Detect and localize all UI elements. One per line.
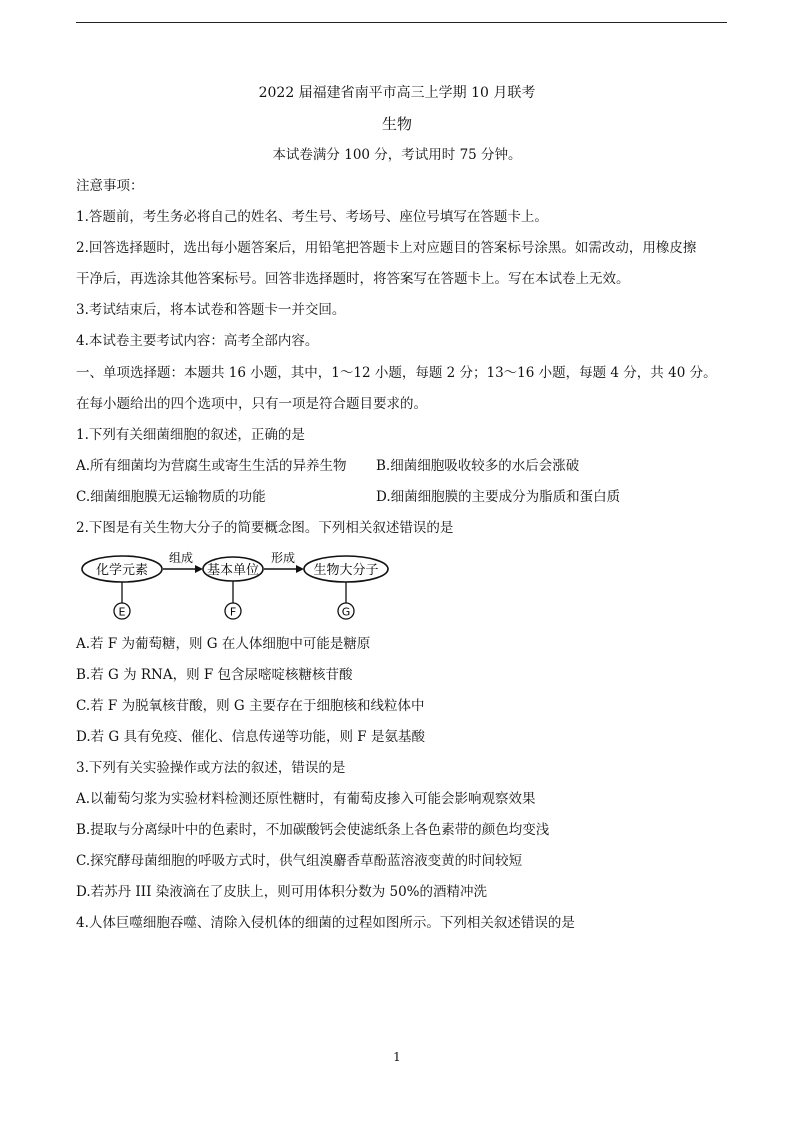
node-macromolecule-label: 生物大分子 [313,563,379,578]
sub-node-f-label: F [229,605,237,619]
q4-stem: 4.人体巨噬细胞吞噬、清除入侵机体的细菌的过程如图所示。下列相关叙述错误的是 [76,915,575,931]
subject-title: 生物 [381,115,412,133]
arrow-compose [163,550,203,573]
notice-item-4: 4.本试卷主要考试内容：高考全部内容。 [76,333,319,349]
q2-option-a: A.若 F 为葡萄糖，则 G 在人体细胞中可能是糖原 [76,636,371,652]
exam-info: 本试卷满分 100 分，考试用时 75 分钟。 [272,147,522,163]
node-unit-label: 基本单位 [206,563,260,578]
page-number: 1 [393,1050,401,1064]
q1-option-b: B.细菌细胞吸收较多的水后会涨破 [376,458,580,474]
q1-option-a: A.所有细菌均为营腐生或寄生生活的异养生物 [76,458,347,474]
q2-option-c: C.若 F 为脱氧核苷酸，则 G 主要存在于细胞核和线粒体中 [76,698,425,714]
node-macromolecule [304,556,388,582]
q3-option-d: D.若苏丹 III 染液滴在了皮肤上，则可用体积分数为 50%的酒精冲洗 [76,884,488,900]
notice-item-1: 1.答题前，考生务必将自己的姓名、考生号、考场号、座位号填写在答题卡上。 [76,209,548,225]
arrow-form [264,550,304,573]
q3-option-a: A.以葡萄匀浆为实验材料检测还原性糖时，有葡萄皮掺入可能会影响观察效果 [76,791,536,807]
exam-title: 2022 届福建省南平市高三上学期 10 月联考 [258,85,536,101]
q3-option-b: B.提取与分离绿叶中的色素时，不加碳酸钙会使滤纸条上各色素带的颜色均变浅 [76,822,550,838]
q2-option-b: B.若 G 为 RNA，则 F 包含尿嘧啶核糖核苷酸 [76,667,353,683]
q1-option-d: D.细菌细胞膜的主要成分为脂质和蛋白质 [376,489,621,505]
concept-diagram [76,546,406,626]
notice-item-2: 2.回答选择题时，选出每小题答案后，用铅笔把答题卡上对应题目的答案标号涂黑。如需改动，用橡皮擦 [76,240,697,256]
notice-item-3: 3.考试结束后，将本试卷和答题卡一并交回。 [76,302,346,318]
sub-node-g [338,582,354,619]
arrow-compose-label: 组成 [168,551,194,565]
notice-item-2-cont: 干净后，再选涂其他答案标号。回答非选择题时，将答案写在答题卡上。写在本试卷上无效。 [76,271,630,287]
q1-stem: 1.下列有关细菌细胞的叙述，正确的是 [76,427,305,443]
node-elements [82,556,162,582]
q2-stem: 2.下图是有关生物大分子的简要概念图。下列相关叙述错误的是 [76,520,454,536]
q3-option-c: C.探究酵母菌细胞的呼吸方式时，供气组溴麝香草酚蓝溶液变黄的时间较短 [76,853,523,869]
arrow-form-label: 形成 [270,551,296,565]
q2-option-d: D.若 G 具有免疫、催化、信息传递等功能，则 F 是氨基酸 [76,729,425,745]
q1-option-c: C.细菌细胞膜无运输物质的功能 [76,489,266,505]
notices-heading: 注意事项： [76,178,144,194]
node-elements-label: 化学元素 [95,563,149,578]
q3-stem: 3.下列有关实验操作或方法的叙述，错误的是 [76,760,346,776]
sub-node-e-label: E [118,605,126,619]
sub-node-g-label: G [341,605,351,619]
node-unit [203,557,263,581]
sub-node-e [114,582,130,619]
sub-node-f [225,581,241,619]
section-heading: 一、单项选择题：本题共 16 小题，其中，1～12 小题，每题 2 分；13～16 小题，每题 4 分，共 40 分。 [76,365,717,381]
top-rule [76,22,727,23]
section-instruction: 在每小题给出的四个选项中，只有一项是符合题目要求的。 [76,396,427,412]
